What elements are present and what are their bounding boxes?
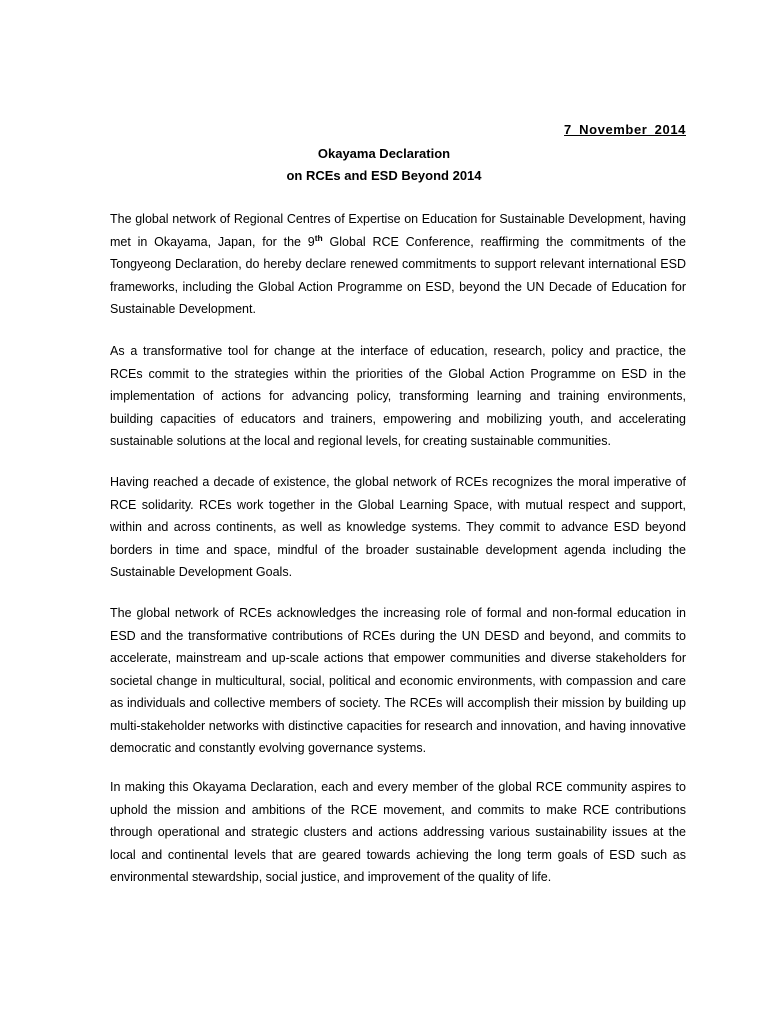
paragraph-intro-text-start: The global network of Regional Centres of Expertise on Education for Sustainable Development, having met in Okayama, Japan, for the 9	[110, 212, 686, 249]
paragraph-solidarity: Having reached a decade of existence, the global network of RCEs recognizes the moral imperative of RCE solidarity. RCEs work together in the Global Learning Space, with mutual respect and support, within and across continents, as well as knowledge systems. They commit to advance ESD beyond borders in time and space, mindful of the broader sustainable development agenda including the Sustainable Development Goals.	[110, 475, 686, 579]
document-title: Okayama Declaration	[317, 146, 451, 161]
document-date: 7 November 2014	[564, 122, 686, 137]
document-subtitle: on RCEs and ESD Beyond 2014	[286, 168, 482, 183]
ordinal-superscript: th	[314, 232, 323, 243]
paragraph-strategies: As a transformative tool for change at the interface of education, research, policy and practice, the RCEs commit to the strategies within the priorities of the Global Action Programme on ESD in the implementation of actions for advancing policy, transforming learning and training environments, building capacities of educators and trainers, empowering and mobilizing youth, and accelerating sustainable solutions at the local and regional levels, for creating sustainable communities.	[110, 344, 686, 448]
paragraph-intro-text-end: Global RCE Conference, reaffirming the commitments of the Tongyeong Declaration, do hereby declare renewed commitments to support relevant international ESD frameworks, including the Global Action Programme on ESD, beyond the UN Decade of Education for Sustainable Development.	[110, 234, 686, 316]
paragraph-declaration: In making this Okayama Declaration, each and every member of the global RCE community aspires to uphold the mission and ambitions of the RCE movement, and commits to make RCE contributions through operational and strategic clusters and actions addressing various sustainability issues at the local and continental levels that are geared towards achieving the long term goals of ESD such as environmental stewardship, social justice, and improvement of the quality of life.	[110, 780, 686, 884]
paragraph-intro	[110, 208, 686, 321]
paragraph-education-role: The global network of RCEs acknowledges the increasing role of formal and non-formal education in ESD and the transformative contributions of RCEs during the UN DESD and beyond, and commits to accelerate, mainstream and up-scale actions that empower communities and diverse stakeholders for societal change in multicultural, social, political and economic environments, with compassion and care as individuals and collective members of society. The RCEs will accomplish their mission by building up multi-stakeholder networks with distinctive capacities for research and innovation, and having innovative democratic and constantly evolving governance systems.	[110, 606, 686, 755]
